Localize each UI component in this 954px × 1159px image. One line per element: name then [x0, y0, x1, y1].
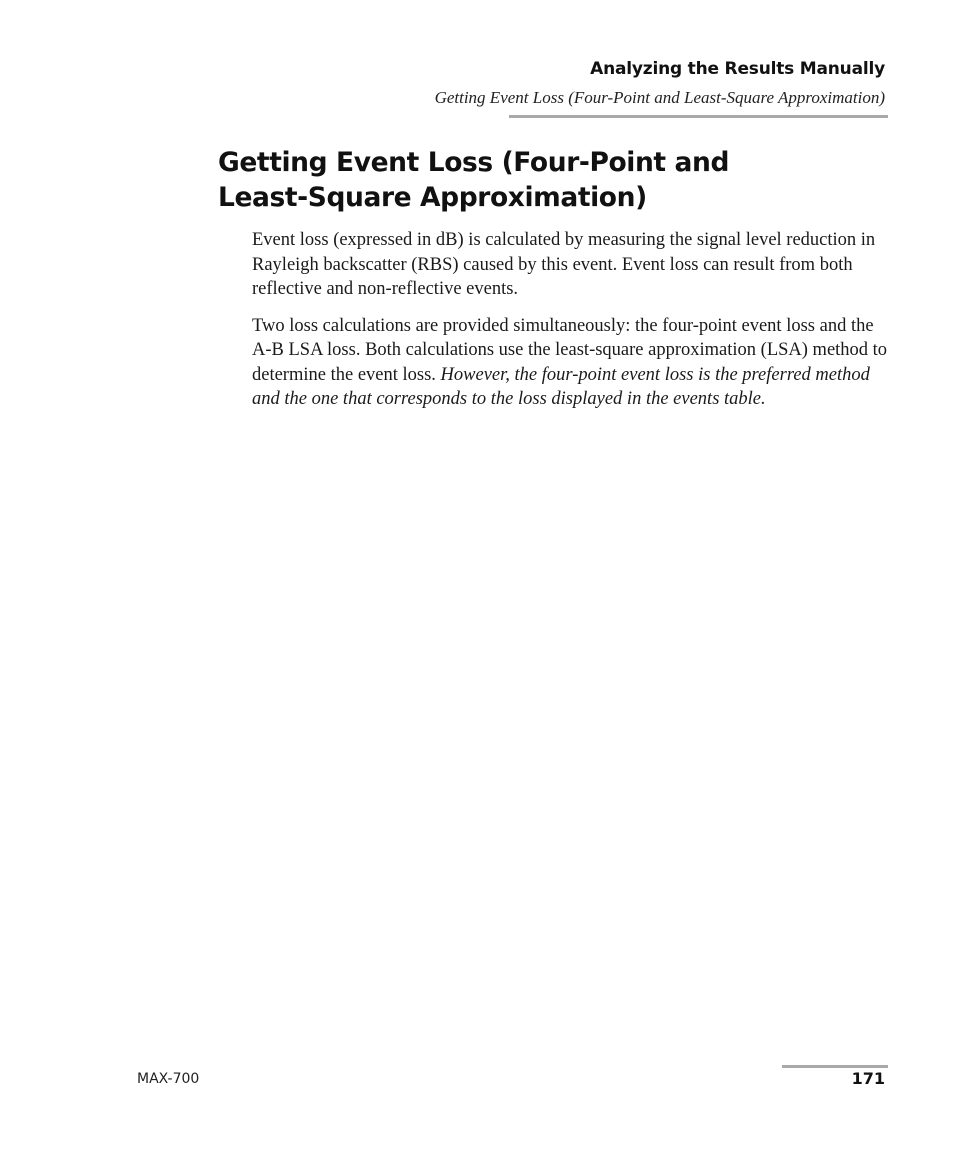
running-header-section-title: Getting Event Loss (Four-Point and Least-Square Approximation): [434, 88, 885, 107]
section-heading: [218, 145, 858, 215]
running-header: [435, 58, 885, 109]
paragraph-loss-calculations-italic: However, the four-point event loss is the preferred method and the one that corresponds to the loss displayed in the events table.: [252, 364, 870, 409]
page-number: 171: [851, 1069, 885, 1088]
running-header-chapter-title: Analyzing the Results Manually: [590, 59, 885, 79]
footer-product-name: MAX-700: [137, 1071, 200, 1087]
paragraph-loss-calculations-regular: Two loss calculations are provided simultaneously: the four-point event loss and the A-B LSA loss. Both calculations use the least-square approximation (LSA) method to determine the event loss.: [252, 315, 888, 385]
paragraph-event-loss: Event loss (expressed in dB) is calculated by measuring the signal level reduction in Rayleigh backscatter (RBS) caused by this event. Event loss can result from both reflective and non-reflective events.: [252, 230, 876, 299]
header-divider: [509, 115, 888, 118]
section-heading-line-2: Least-Square Approximation): [218, 182, 647, 213]
paragraph-loss-calculations: [252, 314, 892, 412]
section-heading-line-1: Getting Event Loss (Four-Point and: [218, 147, 730, 178]
body-text: [252, 228, 892, 424]
footer-divider: [782, 1065, 888, 1068]
